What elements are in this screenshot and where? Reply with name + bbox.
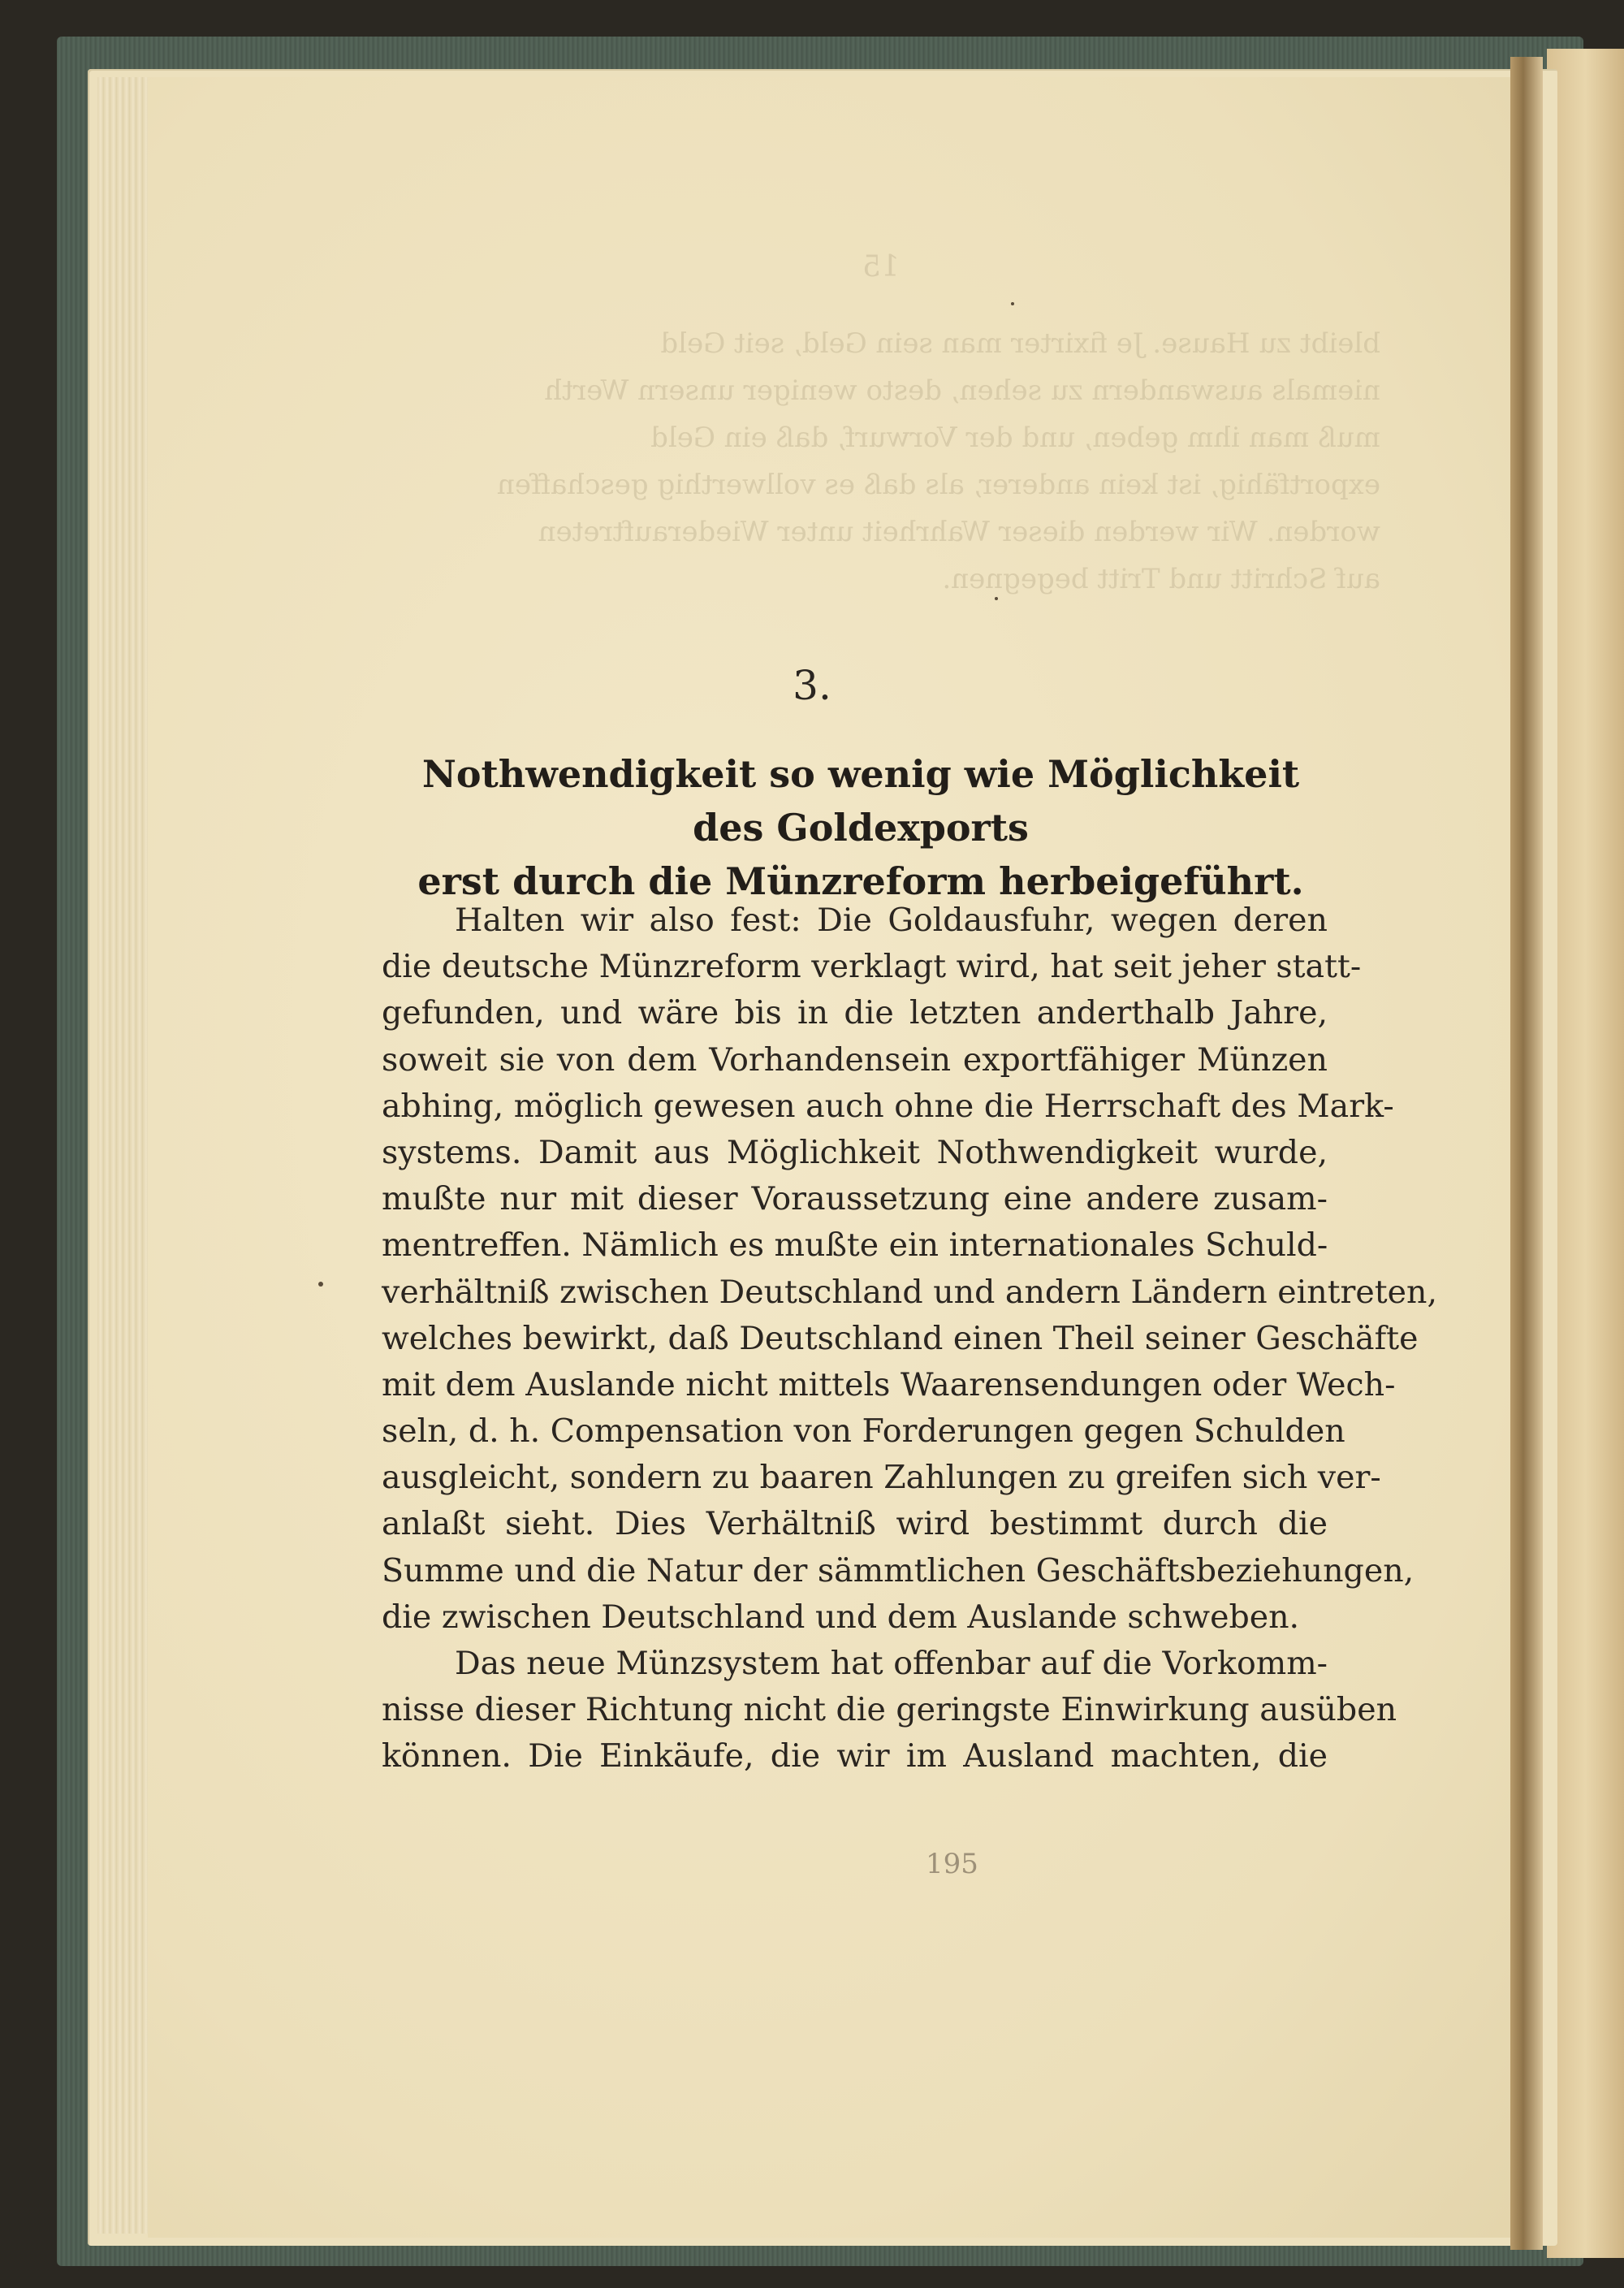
section-number: 3. xyxy=(793,662,831,709)
text-line: seln, d. h. Compensation von Forderungen gegen Schulden xyxy=(382,1412,1345,1451)
facing-page-edge xyxy=(1547,49,1624,2258)
paper-speck xyxy=(1011,302,1014,305)
section-heading xyxy=(390,747,1332,908)
text-line: abhing, möglich gewesen auch ohne die Herrschaft des Mark- xyxy=(382,1087,1394,1125)
bleed-through-text xyxy=(382,244,1380,625)
text-line: ausgleicht, sondern zu baaren Zahlungen zu greifen sich ver- xyxy=(382,1459,1381,1497)
text-line: mußte nur mit dieser Voraussetzung eine andere zusam- xyxy=(382,1180,1328,1218)
book-gutter xyxy=(1510,57,1543,2250)
pencil-mark: 195 xyxy=(926,1848,978,1880)
paper-speck xyxy=(318,1282,323,1287)
text-line: können. Die Einkäufe, die wir im Ausland machten, die xyxy=(382,1737,1328,1775)
text-line: welches bewirkt, daß Deutschland einen Theil seiner Geschäfte xyxy=(382,1319,1419,1357)
text-line: systems. Damit aus Möglichkeit Nothwendigkeit wurde, xyxy=(382,1133,1328,1171)
section-heading-line: erst durch die Münzreform herbeigeführt. xyxy=(417,859,1304,903)
page-edges xyxy=(97,77,154,2234)
text-line: Summe und die Natur der sämmtlichen Geschäftsbeziehungen, xyxy=(382,1551,1415,1589)
bleed-through-line: niemals auswandern zu sehen, desto weniger unsern Werth xyxy=(544,374,1380,407)
bleed-through-line: worden. Wir werden dieser Wahrheit unter Wiederauftreten xyxy=(538,516,1380,548)
bleed-through-line: auf Schritt und Tritt begegnen. xyxy=(942,563,1380,595)
section-heading-line: Nothwendigkeit so wenig wie Möglichkeit des Goldexports xyxy=(421,752,1300,850)
text-line: mit dem Auslande nicht mittels Waarensendungen oder Wech- xyxy=(382,1365,1396,1404)
bleed-through-line: bleibt zu Hause. Je fixirter man sein Geld, seit Geld xyxy=(660,327,1380,360)
text-line: gefunden, und wäre bis in die letzten anderthalb Jahre, xyxy=(382,994,1328,1032)
text-line: Das neue Münzsystem hat offenbar auf die Vorkomm- xyxy=(455,1645,1328,1682)
text-line: soweit sie von dem Vorhandensein exportfähiger Münzen xyxy=(382,1040,1328,1079)
text-line: mentreffen. Nämlich es mußte ein internationales Schuld- xyxy=(382,1226,1328,1265)
bleed-through-page-number: 15 xyxy=(862,250,900,283)
text-line: Halten wir also fest: Die Goldausfuhr, wegen deren xyxy=(455,902,1328,939)
text-line: verhältniß zwischen Deutschland und andern Ländern eintreten, xyxy=(382,1273,1438,1311)
bleed-through-line: exportfähig, ist kein anderer, als daß es vollwerthig geschaffen xyxy=(496,469,1380,501)
text-line: anlaßt sieht. Dies Verhältniß wird bestimmt durch die xyxy=(382,1505,1328,1543)
paper-speck xyxy=(995,597,998,600)
text-line: nisse dieser Richtung nicht die geringste Einwirkung ausüben xyxy=(382,1691,1397,1729)
bleed-through-line: muß man ihm geben, und der Vorwurf, daß ein Geld xyxy=(650,422,1380,454)
body-text xyxy=(382,897,1438,1780)
text-line: die deutsche Münzreform verklagt wird, hat seit jeher statt- xyxy=(382,948,1362,986)
text-line: die zwischen Deutschland und dem Auslande schweben. xyxy=(382,1598,1300,1636)
